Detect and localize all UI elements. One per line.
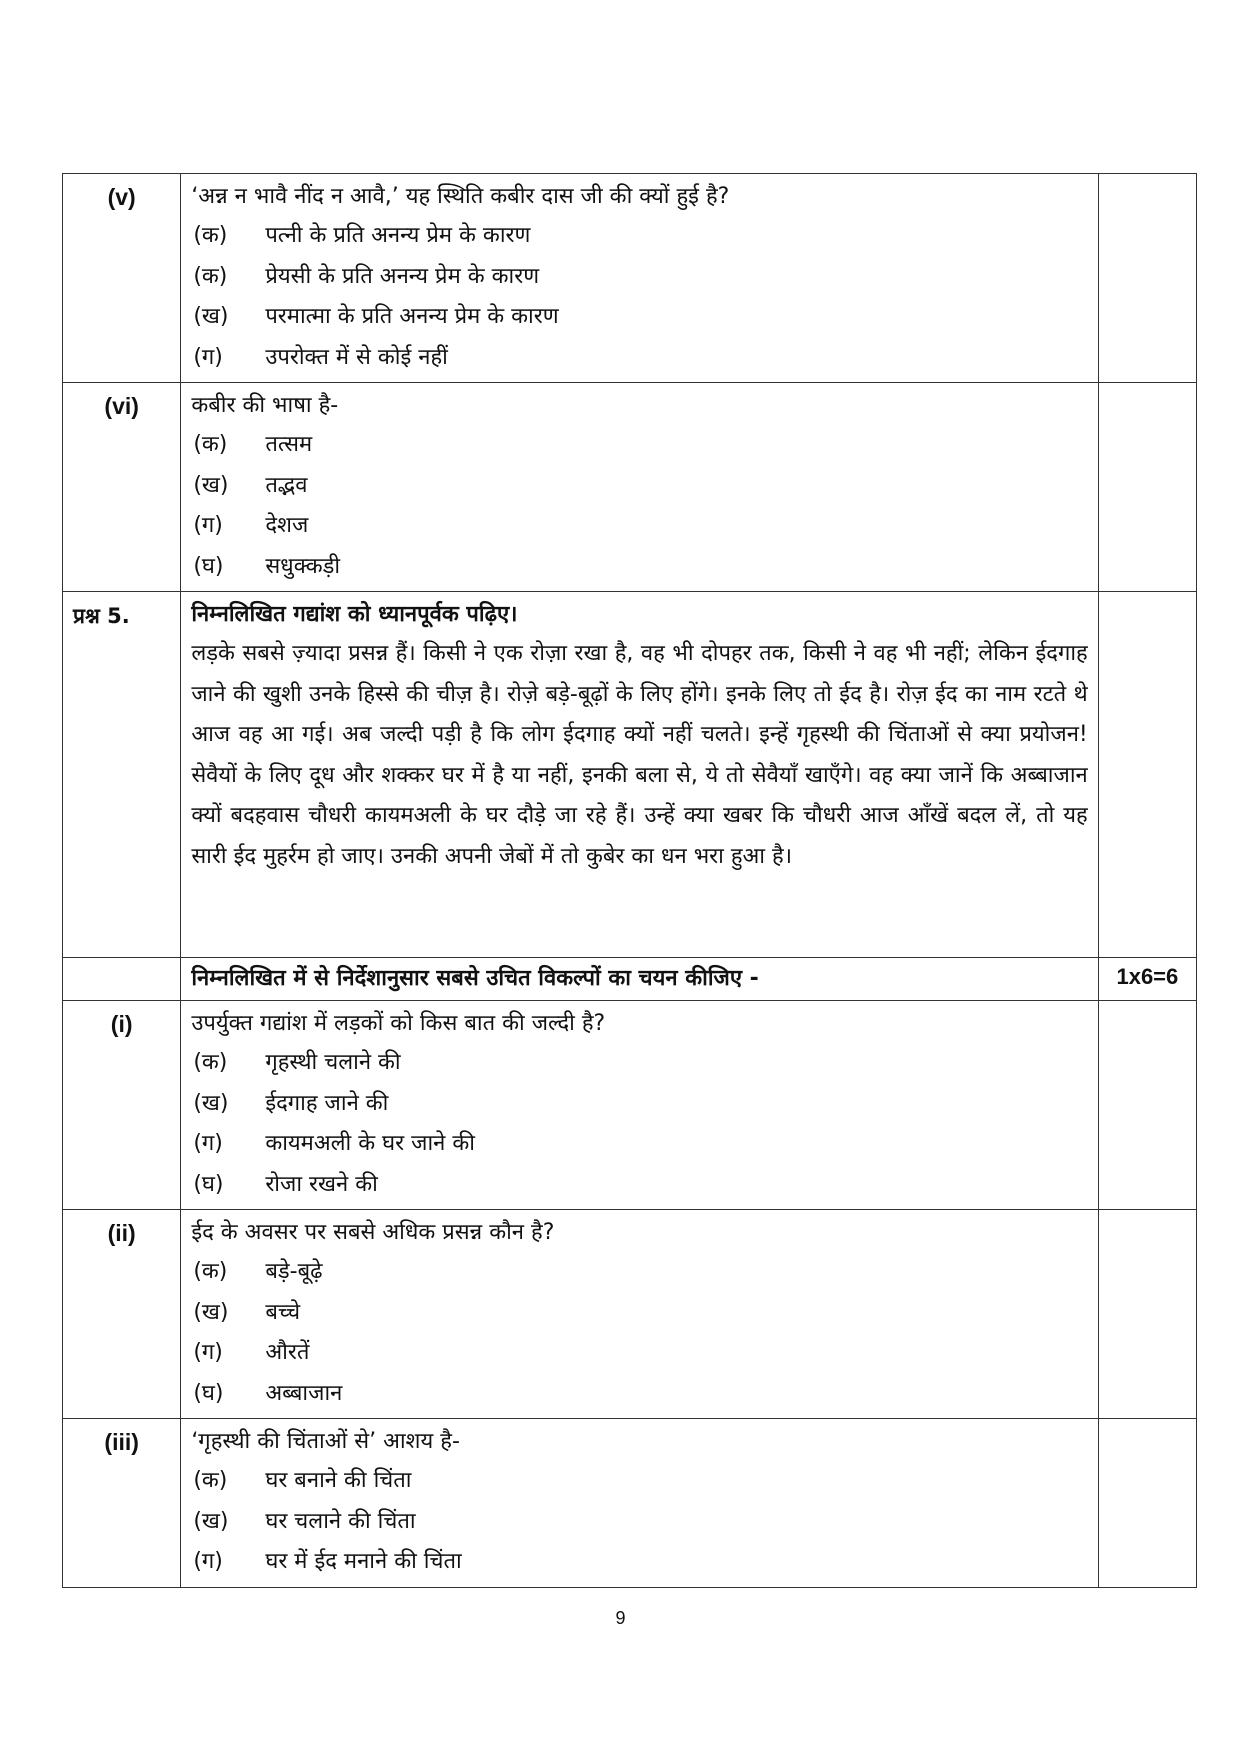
option-label: (क) [193, 1468, 228, 1493]
question-body [181, 1210, 1098, 1419]
option [191, 338, 1087, 379]
option [191, 216, 1087, 257]
option-label: (ख) [193, 1508, 229, 1534]
question-number: (vi) [63, 383, 181, 592]
question-number: प्रश्न 5. [63, 592, 181, 958]
option-label: (ग) [193, 513, 223, 538]
option-label: (क) [193, 1259, 228, 1284]
marks-cell [1098, 1419, 1196, 1588]
question-stem: उपर्युक्त गद्यांश में लड़कों को किस बात की जल्दी है? [191, 1011, 606, 1036]
option-text: औरतें [265, 1340, 310, 1365]
option-text: प्रेयसी के प्रति अनन्य प्रेम के कारण [265, 263, 540, 289]
option-text: सधुक्कड़ी [265, 553, 341, 579]
question-number: (v) [63, 174, 181, 383]
passage-body [181, 592, 1098, 958]
option [191, 1084, 1087, 1125]
marks-cell [1098, 1210, 1196, 1419]
option-text: तत्सम [265, 432, 313, 457]
option [191, 1542, 1087, 1583]
question-number: (i) [63, 1001, 181, 1210]
question-row-v [63, 174, 1197, 383]
option [191, 1333, 1087, 1374]
passage-heading: निम्नलिखित गद्यांश को ध्यानपूर्वक पढ़िए। [191, 602, 518, 627]
marks-cell [1098, 174, 1196, 383]
option [191, 425, 1087, 466]
option-label: (घ) [193, 553, 224, 579]
question-number: (ii) [63, 1210, 181, 1419]
option-label: (ग) [193, 1340, 223, 1365]
option-label: (ख) [193, 472, 229, 498]
option-label: (क) [193, 263, 228, 289]
instruction-body [181, 958, 1098, 1001]
option [191, 1124, 1087, 1165]
option-text: तद्भव [265, 472, 308, 498]
question-number: (iii) [63, 1419, 181, 1588]
option-text: गृहस्थी चलाने की [265, 1050, 401, 1075]
question-row-vi [63, 383, 1197, 592]
passage-text: लड़के सबसे ज़्यादा प्रसन्न हैं। किसी ने एक रोज़ा रखा है, वह भी दोपहर तक, किसी ने वह भी नहीं; लेकिन ईदगाह जाने की खुशी उनके हिस्से की चीज़ है। रोज़े बड़े-बूढ़ों के लिए होंगे। इनके लिए तो ईद है। रोज़ ईद का नाम रटते थे आज वह आ गई। अब जल्दी पड़ी है कि लोग ईदगाह क्यों नहीं चलते। इन्हें गृहस्थी की चिंताओं से क्या प्रयोजन! सेवैयों के लिए दूध और शक्कर घर में है या नहीं, इनकी बला से, ये तो सेवैयाँ खाएँगे। वह क्या जानें कि अब्बाजान क्यों बदहवास चौधरी कायमअली के घर दौड़े जा रहे हैं। उन्हें क्या खबर कि चौधरी आज आँखें बदल लें, तो यह सारी ईद मुहर्रम हो जाए। उनकी अपनी जेबों में तो कुबेर का धन भरा हुआ है। [191, 641, 1088, 869]
marks-value: 1x6=6 [1098, 958, 1196, 1001]
option-text: कायमअली के घर जाने की [265, 1131, 475, 1156]
option [191, 1043, 1087, 1084]
option-text: पत्नी के प्रति अनन्य प्रेम के कारण [265, 223, 531, 248]
option [191, 466, 1087, 507]
option-label: (ग) [193, 344, 223, 370]
question-table [62, 173, 1197, 1588]
marks-cell [1098, 1001, 1196, 1210]
option [191, 257, 1087, 298]
option [191, 506, 1087, 547]
option-text: घर में ईद मनाने की चिंता [265, 1549, 462, 1574]
option-label: (ख) [193, 1299, 229, 1325]
option [191, 1374, 1087, 1415]
question-body [181, 1419, 1098, 1588]
option-text: अब्बाजान [265, 1380, 343, 1406]
option-label: (क) [193, 1050, 228, 1075]
instruction-text: निम्नलिखित में से निर्देशानुसार सबसे उचित विकल्पों का चयन कीजिए - [191, 966, 759, 991]
question-stem: ‘गृहस्थी की चिंताओं से’ आशय है- [191, 1429, 460, 1454]
question-number [63, 958, 181, 1001]
option [191, 1461, 1087, 1502]
question-body [181, 174, 1098, 383]
option-text: बड़े-बूढ़े [265, 1259, 323, 1284]
question-row-ii [63, 1210, 1197, 1419]
option [191, 1293, 1087, 1334]
question-stem: कबीर की भाषा है- [191, 393, 339, 418]
question-stem: ईद के अवसर पर सबसे अधिक प्रसन्न कौन है? [191, 1220, 555, 1245]
option-text: घर चलाने की चिंता [265, 1508, 416, 1534]
question-row-i [63, 1001, 1197, 1210]
option-label: (क) [193, 432, 228, 457]
option-text: घर बनाने की चिंता [265, 1468, 412, 1493]
question-body [181, 1001, 1098, 1210]
marks-cell [1098, 592, 1196, 958]
option-label: (ख) [193, 304, 229, 329]
option [191, 1502, 1087, 1543]
option [191, 1252, 1087, 1293]
question-row-5 [63, 592, 1197, 958]
option-label: (ग) [193, 1131, 223, 1156]
option-text: उपरोक्त में से कोई नहीं [265, 344, 448, 370]
page-number: 9 [615, 1608, 626, 1628]
option-text: ईदगाह जाने की [265, 1090, 389, 1116]
option-text: रोजा रखने की [265, 1171, 378, 1197]
option-text: परमात्मा के प्रति अनन्य प्रेम के कारण [265, 304, 559, 329]
option-text: बच्चे [265, 1299, 301, 1325]
option [191, 1165, 1087, 1206]
option [191, 547, 1087, 588]
option-text: देशज [265, 513, 309, 538]
option-label: (ग) [193, 1549, 223, 1574]
option [191, 297, 1087, 338]
marks-cell [1098, 383, 1196, 592]
option-label: (ख) [193, 1090, 229, 1116]
option-label: (घ) [193, 1380, 224, 1406]
option-label: (घ) [193, 1171, 224, 1197]
question-row-iii [63, 1419, 1197, 1588]
question-stem: ‘अन्न न भावै नींद न आवै,’ यह स्थिति कबीर दास जी की क्यों हुई है? [191, 184, 730, 209]
question-body [181, 383, 1098, 592]
instruction-row [63, 958, 1197, 1001]
option-label: (क) [193, 223, 228, 248]
